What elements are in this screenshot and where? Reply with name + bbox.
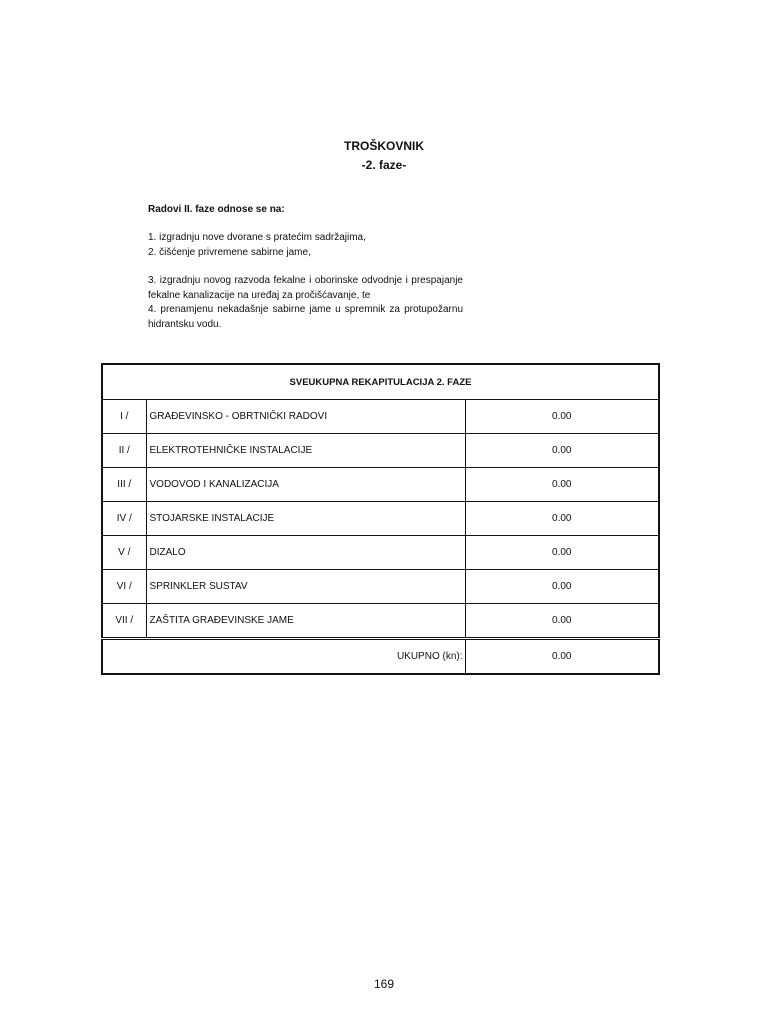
page-number: 169 (373, 977, 395, 991)
row-number: V / (102, 536, 146, 570)
intro-heading: Radovi II. faze odnose se na: (148, 204, 285, 215)
row-name: SPRINKLER SUSTAV (146, 570, 465, 604)
table-row (102, 502, 659, 536)
row-name: DIZALO (146, 536, 465, 570)
row-number: III / (102, 468, 146, 502)
recap-title: SVEUKUPNA REKAPITULACIJA 2. FAZE (102, 364, 659, 400)
row-name: GRAĐEVINSKO - OBRTNIČKI RADOVI (146, 400, 465, 434)
recap-table (101, 363, 660, 675)
row-value: 0.00 (465, 570, 659, 604)
row-number: VI / (102, 570, 146, 604)
row-value: 0.00 (465, 468, 659, 502)
row-number: IV / (102, 502, 146, 536)
intro-item: 4. prenamjenu nekadašnje sabirne jame u spremnik za protupožarnu hidrantsku vodu. (148, 304, 463, 330)
document-subtitle: -2. faze- (361, 158, 407, 172)
total-label: UKUPNO (kn): (102, 639, 465, 675)
intro-item: 1. izgradnju nove dvorane s pratećim sadržajima, (148, 232, 366, 243)
row-value: 0.00 (465, 434, 659, 468)
row-name: ZAŠTITA GRAĐEVINSKE JAME (146, 604, 465, 639)
table-row (102, 434, 659, 468)
row-name: VODOVOD I KANALIZACIJA (146, 468, 465, 502)
intro-item: 3. izgradnju novog razvoda fekalne i oborinske odvodnje i prespajanje fekalne kanalizacije na uređaj za pročišćavanje, te (148, 275, 463, 301)
document-title: TROŠKOVNIK (343, 139, 424, 153)
row-value: 0.00 (465, 502, 659, 536)
table-row (102, 400, 659, 434)
row-number: VII / (102, 604, 146, 639)
row-number: II / (102, 434, 146, 468)
total-value: 0.00 (465, 639, 659, 675)
table-row (102, 570, 659, 604)
row-value: 0.00 (465, 604, 659, 639)
row-number: I / (102, 400, 146, 434)
recap-header-row (102, 364, 659, 400)
row-value: 0.00 (465, 536, 659, 570)
table-row (102, 536, 659, 570)
total-row (102, 639, 659, 675)
row-name: ELEKTROTEHNIČKE INSTALACIJE (146, 434, 465, 468)
table-row (102, 468, 659, 502)
row-value: 0.00 (465, 400, 659, 434)
intro-list (148, 231, 463, 332)
row-name: STOJARSKE INSTALACIJE (146, 502, 465, 536)
table-row (102, 604, 659, 639)
intro-item: 2. čišćenje privremene sabirne jame, (148, 246, 311, 258)
